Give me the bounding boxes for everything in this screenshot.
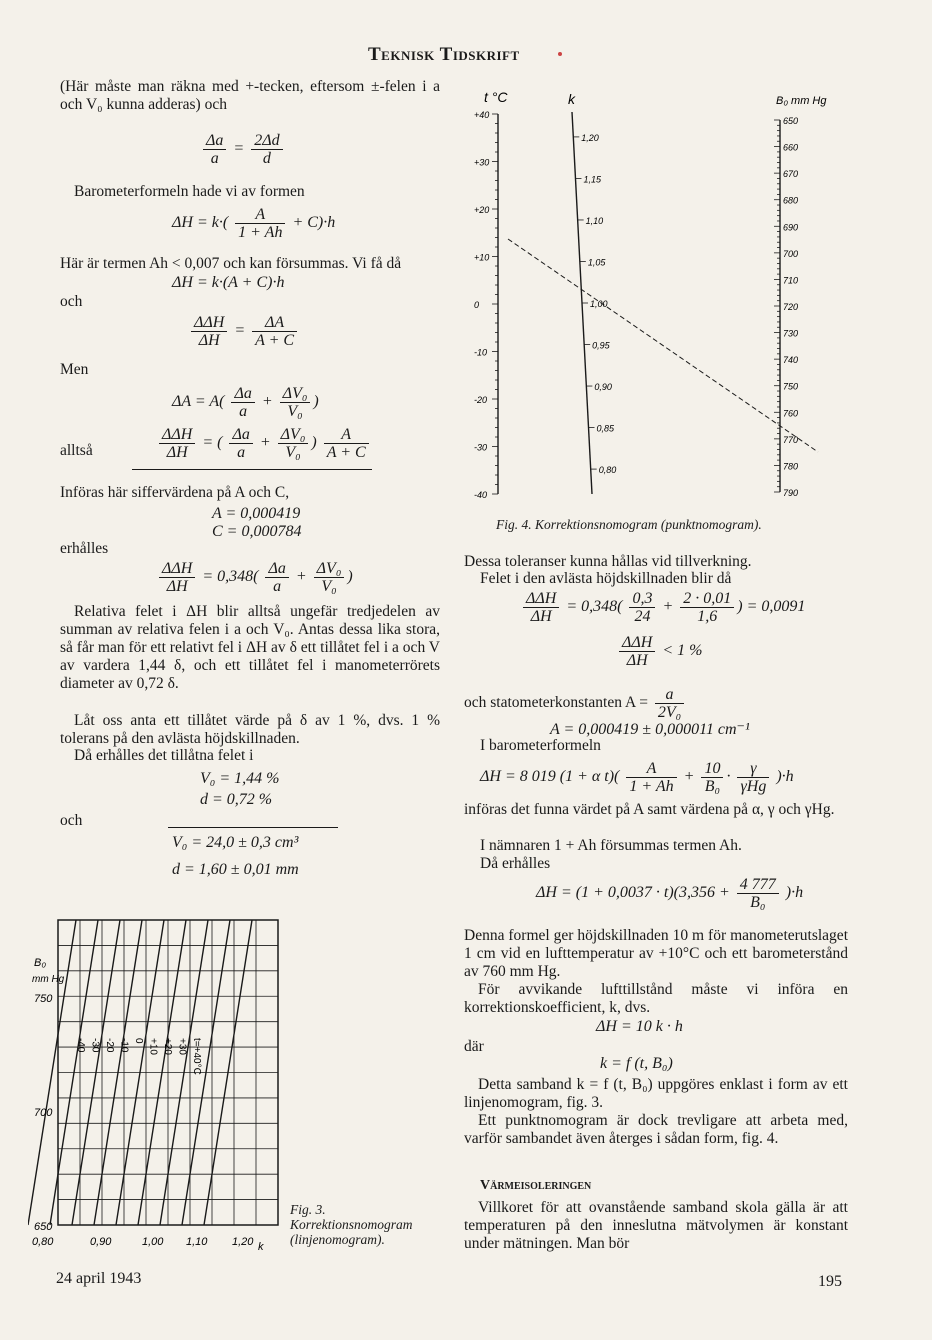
journal-header: Teknisk Tidskrift (368, 44, 520, 65)
tolerance-text: Dessa toleranser kunna hållas vid tillverkning. (464, 553, 752, 570)
fig4-t-tick-label: +40 (474, 110, 490, 120)
equation-8: $\frac{\text{ΔΔH}}{\Delta H}$ = 0,348( $\frac{0,3}{24}$ + $\frac{2 \cdot 0,01}{1,6}$ ) = 0,0091 (520, 590, 805, 625)
fig4-b-tick-label: 770 (783, 434, 799, 445)
fig4-k-tick-label: 0,90 (594, 382, 612, 393)
correction-coefficient-paragraph: För avvikande lufttillstånd måste vi införa en korrektionskoefficient, k, dvs. (464, 981, 848, 1016)
fig3-temp-label: t=+40°C (191, 1038, 202, 1075)
denominator-text: I nämnaren 1 + Ah försummas termen Ah. (480, 837, 742, 854)
in-barometer-text: I barometerformeln (480, 737, 601, 754)
fig3-x-tick-110: 1,10 (186, 1236, 208, 1248)
och-label-2: och (60, 812, 83, 829)
equation-9: $\frac{\text{ΔΔH}}{\Delta H}$ < 1 % (616, 634, 702, 669)
fig4-k-tick-label: 1,20 (581, 132, 599, 143)
fig4-b-tick-label: 740 (783, 355, 799, 366)
erhalles-label: erhålles (60, 540, 109, 557)
fig3-temp-label: +20 (162, 1038, 173, 1055)
value-c: C = 0,000784 (212, 523, 302, 540)
d-percent: d = 0,72 % (200, 791, 273, 808)
equation-5: ΔA = A( $\frac{\Delta a}{a}$ + $\frac{\text{ΔV₀}}{\text{V₀}}$ ) (172, 385, 319, 420)
fig3-temp-label: -20 (104, 1038, 115, 1053)
fig4-b-tick-label: 730 (783, 328, 799, 339)
equation-13: k = f (t, B₀) (600, 1055, 673, 1072)
section-heading-varmeisoleringen: Värmeisoleringen (480, 1178, 592, 1193)
fig3-temp-label: -10 (118, 1038, 130, 1053)
fig3-temp-label: -40 (75, 1038, 86, 1053)
fig4-k-tick-label: 1,10 (585, 215, 604, 226)
fig4-b-title: B₀ mm Hg (776, 95, 827, 107)
assumption-paragraph: Låt oss anta ett tillåtet värde på δ av 1 %, dvs. 1 % tolerans på den avlästa höjdskillnaden. (60, 712, 440, 747)
equation-6: $\frac{\text{ΔΔH}}{\Delta H}$ = ( $\frac{\Delta a}{a}$ + $\frac{\text{ΔV₀}}{\text{V₀}}$ ) $\frac{A}{A + C}$ (156, 426, 372, 461)
fig4-nomogram (470, 84, 860, 504)
equation-4: $\frac{\text{ΔΔH}}{\Delta H}$ = $\frac{\Delta A}{A + C}$ (188, 314, 300, 349)
fig4-b-tick-label: 660 (783, 142, 799, 153)
fig4-t-tick-label: 0 (474, 300, 480, 310)
barometer-text: Barometerformeln hade vi av formen (74, 183, 305, 200)
statometer-text: och statometerkonstanten A = $\frac{a}{\text{2V₀}}$ (464, 686, 687, 721)
fig4-t-tick-label: -30 (474, 442, 488, 453)
footer-date: 24 april 1943 (56, 1270, 142, 1287)
fig3-y-tick-700: 700 (34, 1107, 53, 1119)
thermal-insulation-paragraph: Villkoret för att ovanstående samband skola gälla är att temperaturen på den inneslutna mätvolymen är konstant under mätningen. Man bör (464, 1199, 848, 1252)
fig4-b-tick-label: 710 (783, 275, 799, 286)
fig4-t-tick-label: -40 (474, 490, 488, 500)
v0-percent: V₀ = 1,44 % (200, 770, 280, 787)
d-value: d = 1,60 ± 0,01 mm (172, 861, 299, 878)
fig4-b-tick-label: 720 (783, 302, 799, 312)
a-value-tolerance: A = 0,000419 ± 0,000011 cm⁻¹ (550, 721, 750, 738)
fig3-temp-label: 0 (133, 1038, 144, 1044)
equation-11: ΔH = (1 + 0,0037 · t)(3,356 + $\frac{4 777}{\text{B₀}}$ )·h (536, 876, 804, 911)
men-label: Men (60, 361, 89, 378)
fig4-t-tick-label: +30 (474, 157, 490, 168)
och-label: och (60, 293, 83, 310)
allowed-error-text: Då erhålles det tillåtna felet i (74, 747, 254, 764)
dar-label: där (464, 1038, 484, 1055)
fig3-temp-label: +30 (176, 1038, 188, 1055)
insert-values-text: införas det funna värdet på A samt värdena på α, γ och γHg. (464, 801, 835, 818)
value-box-top-rule (168, 827, 338, 828)
fig4-k-tick-label: 0,85 (596, 423, 615, 434)
fig3-temp-label: +10 (147, 1038, 159, 1055)
equation-6-underline (132, 469, 372, 470)
fig3-caption: Fig. 3. Korrektionsnomogram (linjenomogram). (290, 1202, 413, 1247)
value-a: A = 0,000419 (212, 505, 301, 522)
error-reading-text: Felet i den avlästa höjdskillnaden blir då (480, 570, 732, 587)
fig4-t-tick-label: -20 (474, 395, 488, 405)
equation-7: $\frac{\text{ΔΔH}}{\Delta H}$ = 0,348( $\frac{\Delta a}{a}$ + $\frac{\text{ΔV₀}}{\text{V₀}}$ ) (156, 560, 353, 595)
fig4-k-tick-label: 0,95 (592, 340, 610, 351)
fig4-b-tick-label: 650 (783, 116, 799, 126)
fig4-caption: Fig. 4. Korrektionsnomogram (punktnomogram). (496, 517, 762, 532)
fig4-b-tick-label: 690 (783, 222, 799, 233)
fig3-y-title: B₀ (34, 957, 46, 969)
fig4-k-tick-label: 1,15 (583, 174, 602, 185)
equation-2: ΔH = k·( $\frac{A}{1 + Ah}$ + C)·h (172, 206, 336, 241)
fig3-x-tick-100: 1,00 (142, 1236, 164, 1248)
header-ornament (558, 52, 562, 56)
fig3-y-tick-750: 750 (34, 993, 53, 1005)
then-obtained-text: Då erhålles (480, 855, 551, 872)
equation-3: ΔH = k·(A + C)·h (172, 274, 285, 291)
fig3-y-unit: mm Hg (32, 974, 65, 985)
fig3-x-tick-120: 1,20 (232, 1236, 254, 1248)
fig4-b-tick-label: 790 (783, 488, 799, 498)
fig4-example-index-line (508, 239, 818, 452)
fig3-x-unit: k (258, 1241, 264, 1253)
fig3-y-tick-650: 650 (34, 1221, 53, 1233)
infor-text: Införas här siffervärdena på A och C, (60, 484, 290, 501)
fig4-k-title: k (568, 91, 575, 107)
relation-paragraph: Detta samband k = f (t, B₀) uppgöres enklast i form av ett linjenomogram, fig. 3. (464, 1076, 848, 1111)
relative-error-paragraph: Relativa felet i ΔH blir alltså ungefär tredjedelen av summan av relativa felen i a och V₀. Antas dessa lika stora, så får man för ett relativt fel i ΔH av δ ett tillåtet fel i a och V av vardera 1,44 δ, och ett tillåtet fel i manometerrörets diameter av 0,72 δ. (60, 603, 440, 692)
alltsa-label: alltså (60, 442, 93, 459)
fig4-t-title: t °C (484, 89, 508, 105)
fig4-b-tick-label: 780 (783, 461, 799, 472)
equation-1: $\frac{\Delta a}{a}$ = $\frac{2\Delta d}{d}$ (200, 132, 286, 167)
fig4-b-tick-label: 700 (783, 248, 799, 259)
v0-value: V₀ = 24,0 ± 0,3 cm³ (172, 834, 299, 851)
fig4-t-tick-label: -10 (474, 347, 488, 358)
fig4-k-tick-label: 0,80 (598, 465, 617, 476)
page-number: 195 (818, 1273, 842, 1290)
fig4-b-tick-label: 760 (783, 408, 799, 419)
point-nomogram-paragraph: Ett punktnomogram är dock trevligare att arbeta med, varför sambandet även återges i sådan form, fig. 4. (464, 1112, 848, 1147)
equation-10: ΔH = 8 019 (1 + α t)( $\frac{A}{1 + Ah}$ + $\frac{10}{\text{B₀}}$ · $\frac{\gamma}{\text{γHg}}$ )·h (480, 760, 794, 795)
term-text: Här är termen Ah < 0,007 och kan försummas. Vi få då (60, 255, 402, 272)
formula-result-paragraph: Denna formel ger höjdskillnaden 10 m för manometerutslaget 1 cm vid en lufttemperatur av +10°C och ett barometerstånd av 760 mm Hg. (464, 927, 848, 980)
fig4-b-tick-label: 750 (783, 381, 799, 392)
fig3-x-tick-080: 0,80 (32, 1236, 54, 1248)
fig4-b-tick-label: 670 (783, 169, 799, 180)
fig4-k-tick-label: 1,00 (590, 299, 608, 309)
fig4-t-tick-label: +20 (474, 205, 490, 215)
fig4-b-tick-label: 680 (783, 195, 799, 206)
fig3-temp-label: -30 (89, 1038, 101, 1053)
fig4-t-tick-label: +10 (474, 252, 490, 263)
fig4-k-tick-label: 1,05 (587, 257, 606, 268)
intro-paragraph: (Här måste man räkna med +-tecken, eftersom ±-felen i a och V₀ kunna adderas) och (60, 78, 440, 113)
fig3-nomogram (28, 900, 298, 1258)
fig3-x-tick-090: 0,90 (90, 1236, 112, 1248)
equation-12: ΔH = 10 k · h (596, 1018, 683, 1035)
